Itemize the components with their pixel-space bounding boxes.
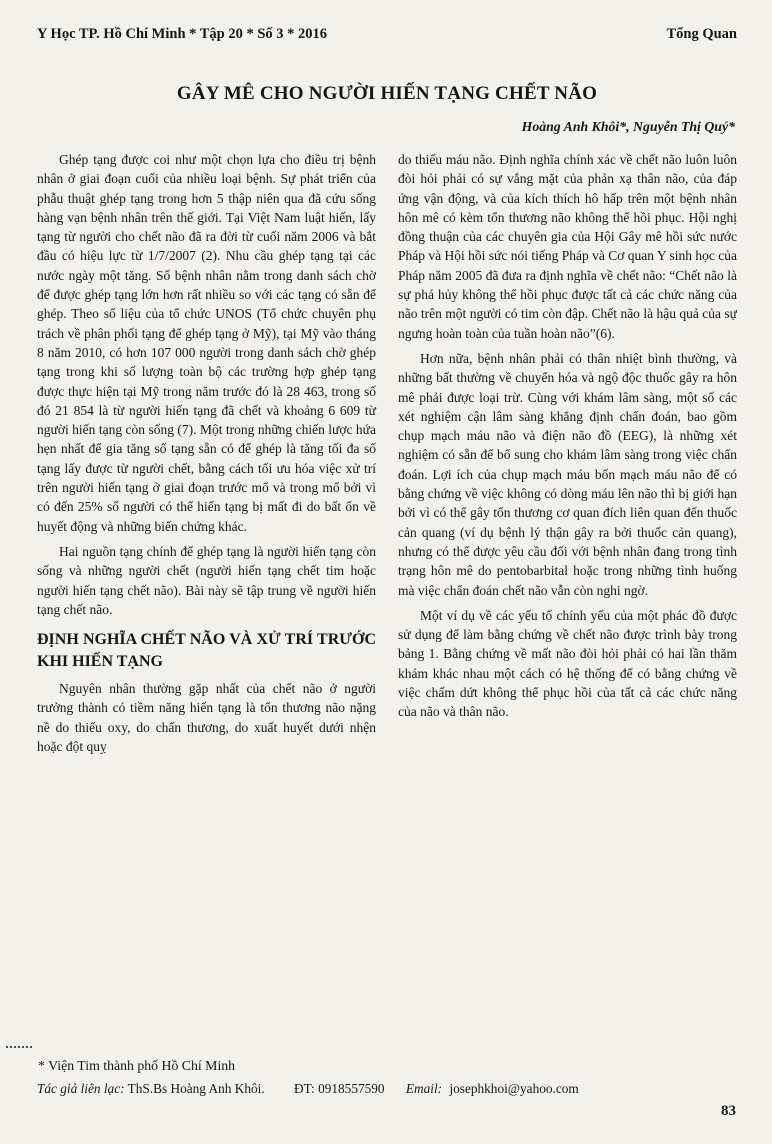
paragraph: Nguyên nhân thường gặp nhất của chết não ở người trưởng thành có tiềm năng hiến tạng là tổn thương não nặng nề do thiếu oxy, do chấn thương, do xuất huyết dưới nhện hoặc đột quỵ [37,681,376,755]
affiliation-note: * Viện Tim thành phố Hồ Chí Minh [38,1058,236,1073]
email-label: Email: [405,1081,443,1096]
contact-phone: ĐT: 0918557590 [294,1081,385,1096]
right-column [398,150,737,762]
article-body [37,150,737,762]
page-header [37,26,737,43]
page-number: 83 [721,1103,736,1119]
article-title: GÂY MÊ CHO NGƯỜI HIẾN TẠNG CHẾT NÃO [176,83,598,104]
left-column [37,150,376,762]
authors-line: Hoàng Anh Khôi*, Nguyễn Thị Quý* [521,119,735,134]
section-label: Tổng Quan [666,26,737,42]
contact-email: josephkhoi@yahoo.com [449,1081,579,1096]
contact-line [37,1081,579,1097]
section-heading: ĐỊNH NGHĨA CHẾT NÃO VÀ XỬ TRÍ TRƯỚC KHI HIẾN TẠNG [37,631,376,670]
paragraph: Ghép tạng được coi như một chọn lựa cho điều trị bệnh nhân ở giai đoạn cuối của nhiều loại bệnh. Sự phát triển của phẫu thuật ghép tạng trong hơn 5 thập niên qua đã cứu sống hàng vạn bệnh nhân trên thế giới. Tại Việt Nam luật hiến, lấy tạng từ người cho chết não đã ra đời từ cuối năm 2006 và bắt đầu có hiệu lực từ 1/7/2007 (2). Nhu cầu ghép tạng tại các nước ngày một tăng. Số bệnh nhân nằm trong danh sách chờ để được ghép tạng lớn hơn rất nhiều so với các tạng có sẵn để ghép. Theo số liệu của tổ chức UNOS (Tổ chức chuyên phụ trách về phân phối tạng để ghép tạng ở Mỹ), tại Mỹ vào tháng 8 năm 2010, có hơn 107 000 người trong danh sách chờ ghép tạng trong khi số lượng toàn bộ các trường hợp ghép tạng được thực hiện tại Mỹ trong năm trước đó là 28 463, trong số đó 21 854 là từ người hiến tạng đã chết và khoảng 6 609 từ người hiến tạng còn sống (7). Một trong những chiến lược hứa hẹn nhất để gia tăng số tạng sẵn có để ghép là tăng tối đa số tạng lấy được từ người chết, bằng cách tối ưu hóa việc xử trí trên người hiến tạng ở giai đoạn trước mổ và trong mổ bởi vì có đến 25% số người có thể hiến tạng bị mất đi do bất ổn về huyết động và những biến chứng khác. [37,152,376,534]
paragraph: Một ví dụ về các yếu tố chính yếu của một phác đồ được sử dụng để làm bằng chứng về chết não được trình bày trong bảng 1. Bằng chứng về mất não đòi hỏi phải có hai lần thăm khám khác nhau một cách có hệ thống để có bằng chứng về việc chấm dứt không thể phục hồi của tất cả các chức năng của não và thân não. [398,607,737,720]
paragraph: do thiếu máu não. Định nghĩa chính xác về chết não luôn luôn đòi hỏi phải có sự vắng mặt của phản xạ thân não, của đáp ứng vận động, và của kích thích hô hấp trên một bệnh nhân hôn mê có kèm tổn thương não không thể hồi phục. Hội nghị đồng thuận của các chuyên gia của Hội Gây mê hồi sức nước Pháp và Hội hồi sức nói tiếng Pháp và Cơ quan Y sinh học của Pháp năm 2005 đã đưa ra định nghĩa về chết não: “Chết não là sự phá hủy không thể hồi phục được tất cả các chức năng của não trên một người có tim còn đập. Chết não là hậu quả của sự ngưng hoàn toàn của tuần hoàn não”(6). [398,152,737,341]
contact-label: Tác giả liên lạc: [37,1081,125,1096]
journal-title: Y Học TP. Hồ Chí Minh * Tập 20 * Số 3 * 2016 [37,26,328,42]
contact-name: ThS.Bs Hoàng Anh Khôi. [127,1081,265,1096]
paragraph: Hai nguồn tạng chính để ghép tạng là người hiến tạng còn sống và những người chết (người hiến tạng chết tim hoặc người hiến tạng chết não). Bài này sẽ tập trung về người hiến tạng chết não. [37,543,376,617]
paragraph: Hơn nữa, bệnh nhân phải có thân nhiệt bình thường, và những bất thường về chuyển hóa và ngộ độc thuốc gây ra hôn mê phải được loại trừ. Cùng với khám lâm sàng, một số các xét nghiệm cận lâm sàng khẳng định chẩn đoán, bao gồm chụp mạch máu não và điện não đồ (EEG), là những xét nghiệm có sẵn để bổ sung cho khám lâm sàng trong việc chẩn đoán. Lợi ích của chụp mạch máu bốn mạch máu não để có bằng chứng về việc không có dòng máu lên não thì bị giới hạn bởi vì có thể gây tổn thương cơ quan đích liên quan đến thuốc cản quang (ví dụ bệnh lý thận gây ra bởi thuốc cản quang), nhưng có thể được yêu cầu đối với bệnh nhân đang trong tình trạng hôn mê do pentobarbital hoặc trong những tình huống mà việc chẩn đoán chết não vẫn còn nghi ngờ. [398,350,737,598]
footnote-separator [6,1046,32,1048]
